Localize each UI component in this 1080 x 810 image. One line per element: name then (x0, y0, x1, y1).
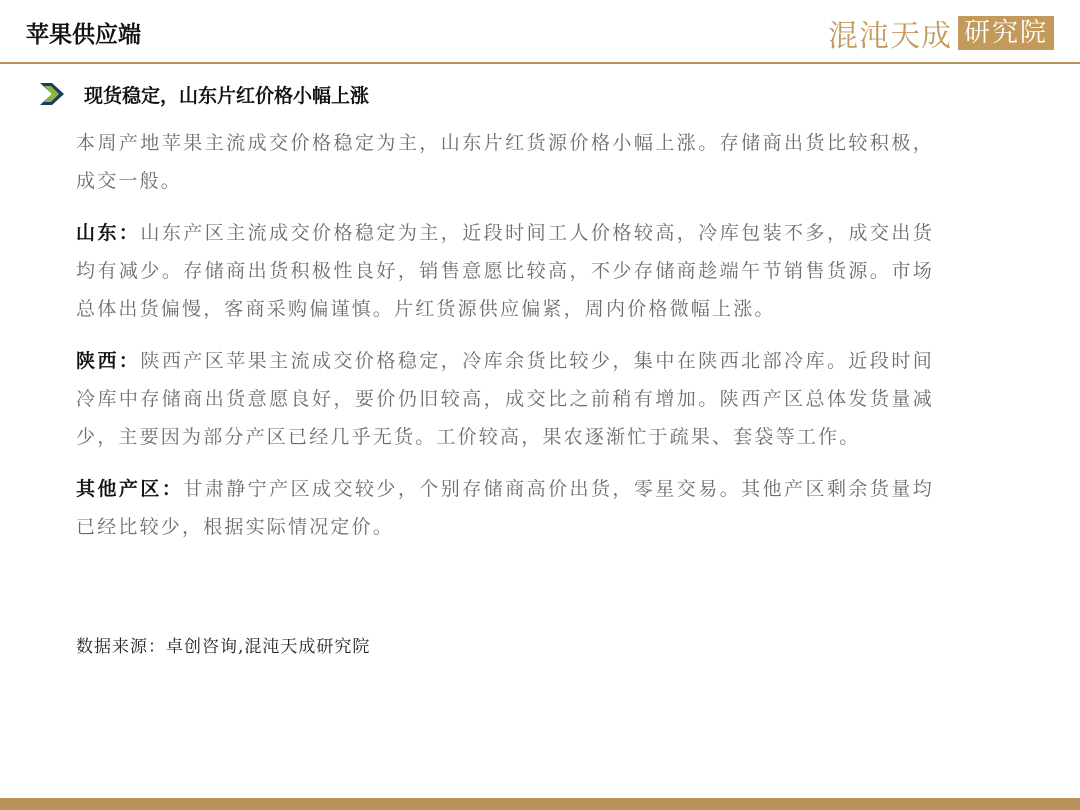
header-divider (0, 62, 1080, 64)
logo (828, 14, 1054, 52)
logo-box: 研究院 (958, 16, 1054, 50)
header (0, 0, 1080, 64)
paragraph-shaanxi (76, 342, 934, 456)
page-title: 苹果供应端 (26, 22, 141, 48)
logo-script: 混沌天成 (827, 19, 952, 54)
paragraph-label: 山东： (76, 222, 141, 244)
footer-bar (0, 798, 1080, 810)
paragraph-label: 陕西： (76, 350, 141, 372)
paragraph-text: 甘肃静宁产区成交较少，个别存储商高价出货，零星交易。其他产区剩余货量均已经比较少，根据实际情况定价。 (76, 478, 934, 538)
paragraph-text: 陕西产区苹果主流成交价格稳定，冷库余货比较少，集中在陕西北部冷库。近段时间冷库中存储商出货意愿良好，要价仍旧较高，成交比之前稍有增加。陕西产区总体发货量减少，主要因为部分产区已经几乎无货。工价较高，果农逐渐忙于疏果、套袋等工作。 (76, 350, 934, 448)
data-source-note: 数据来源：卓创咨询,混沌天成研究院 (76, 637, 371, 657)
paragraph-label: 其他产区： (76, 478, 184, 500)
section-title: 现货稳定，山东片红价格小幅上涨 (84, 84, 370, 107)
paragraph-shandong (76, 214, 934, 328)
paragraph-other-regions (76, 470, 934, 546)
paragraph-summary (76, 124, 934, 200)
body-content (76, 124, 934, 560)
paragraph-text: 山东产区主流成交价格稳定为主，近段时间工人价格较高，冷库包装不多，成交出货均有减少。存储商出货积极性良好，销售意愿比较高，不少存储商趁端午节销售货源。市场总体出货偏慢，客商采购偏谨慎。片红货源供应偏紧，周内价格微幅上涨。 (76, 222, 934, 320)
chevron-right-icon (38, 81, 68, 107)
section-heading (38, 80, 369, 108)
paragraph-text: 本周产地苹果主流成交价格稳定为主，山东片红货源价格小幅上涨。存储商出货比较积极，成交一般。 (76, 132, 934, 192)
